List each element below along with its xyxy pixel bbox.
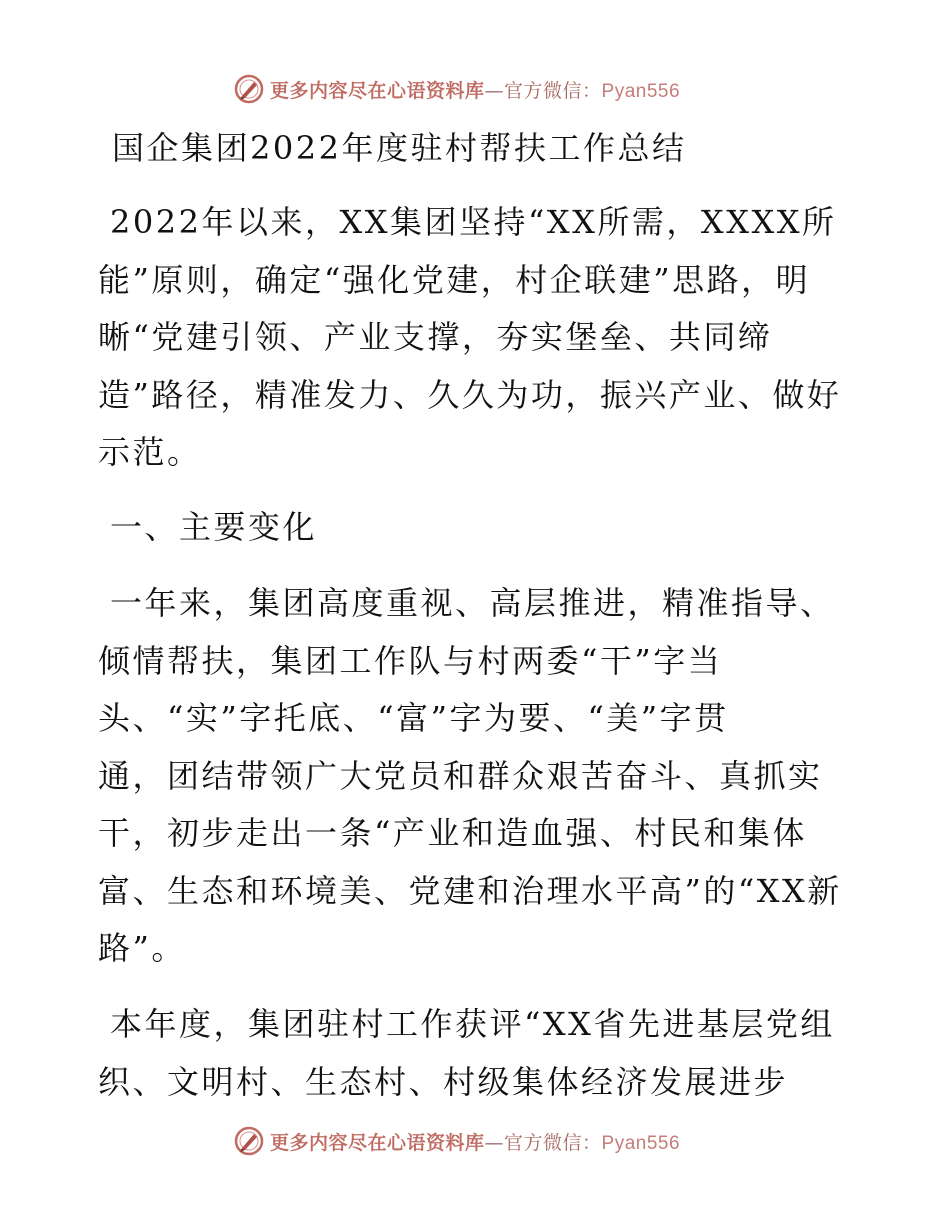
paragraph-line: 造”路径，精准发力、久久为功，振兴产业、做好 bbox=[98, 375, 842, 414]
paragraph-line: 干，初步走出一条“产业和造血强、村民和集体 bbox=[98, 814, 807, 852]
document-title: 国企集团2022年度驻村帮扶工作总结 bbox=[112, 129, 687, 167]
paragraph-line: 富、生态和环境美、党建和治理水平高”的“XX新 bbox=[98, 871, 842, 910]
paragraph-awards bbox=[98, 996, 868, 1111]
watermark-wechat-label: 官方微信： bbox=[504, 79, 602, 102]
watermark-wechat-id: Pyan556 bbox=[601, 80, 681, 102]
watermark-banner-bottom bbox=[234, 1124, 680, 1158]
watermark-text bbox=[270, 76, 680, 103]
watermark-wechat-id: Pyan556 bbox=[601, 1132, 681, 1154]
section-heading bbox=[98, 499, 868, 557]
paragraph-intro bbox=[98, 194, 868, 482]
paragraph-changes bbox=[98, 575, 868, 978]
paragraph-line: 头、“实”字托底、“富”字为要、“美”字贯 bbox=[98, 699, 729, 737]
watermark-banner-top bbox=[234, 72, 680, 106]
paragraph-line: 示范。 bbox=[98, 433, 202, 471]
watermark-cn-text: 更多内容尽在心语资料库 bbox=[270, 79, 485, 102]
watermark-dash: — bbox=[484, 1131, 505, 1154]
quill-logo-icon bbox=[234, 74, 264, 104]
paragraph-line: 2022年以来，XX集团坚持“XX所需，XXXX所 bbox=[110, 203, 837, 241]
paragraph-line: 能”原则，确定“强化党建，村企联建”思路，明 bbox=[98, 260, 811, 299]
paragraph-line: 本年度，集团驻村工作获评“XX省先进基层党组 bbox=[110, 1005, 835, 1043]
paragraph-line: 倾情帮扶，集团工作队与村两委“干”字当 bbox=[98, 641, 723, 680]
paragraph-line: 织、文明村、生态村、村级集体经济发展进步 bbox=[98, 1062, 789, 1101]
paragraph-line: 通，团结带领广大党员和群众艰苦奋斗、真抓实 bbox=[98, 756, 823, 795]
section-heading-text: 一、主要变化 bbox=[110, 508, 318, 546]
paragraph-line: 路”。 bbox=[98, 929, 186, 967]
paragraph-line: 晰“党建引领、产业支撑，夯实堡垒、共同缔 bbox=[98, 318, 773, 356]
watermark-text bbox=[270, 1128, 680, 1155]
paragraph-line: 一年来，集团高度重视、高层推进，精准指导、 bbox=[110, 584, 835, 622]
watermark-dash: — bbox=[484, 79, 505, 102]
quill-logo-icon bbox=[234, 1126, 264, 1156]
watermark-cn-text: 更多内容尽在心语资料库 bbox=[270, 1131, 485, 1154]
watermark-wechat-label: 官方微信： bbox=[504, 1131, 602, 1154]
